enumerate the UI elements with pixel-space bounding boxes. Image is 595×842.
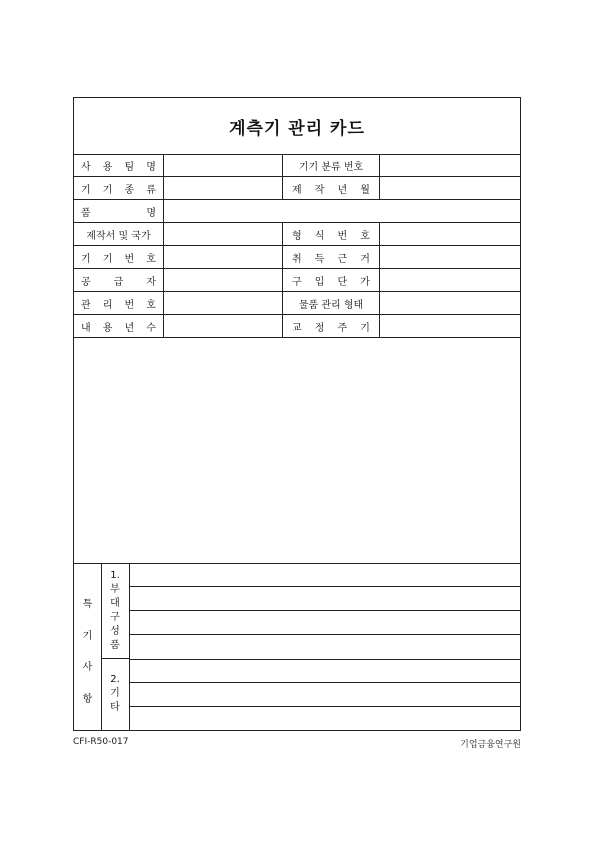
equipment-management-card [73, 97, 521, 731]
label-purchase-price [283, 269, 380, 291]
label-char: 품 [81, 207, 91, 219]
label-char: 1. [110, 570, 120, 581]
label-char: 특 [82, 599, 93, 610]
label-char: 명 [146, 161, 156, 173]
section-other-label [101, 659, 130, 730]
note-line[interactable] [130, 706, 520, 707]
label-char: 류 [146, 184, 156, 196]
label-char: 호 [360, 230, 370, 242]
label-text: 물품 관리 형태 [298, 299, 364, 311]
label-char: 타 [110, 702, 120, 713]
special-notes-section [74, 563, 520, 730]
label-char: 식 [314, 230, 325, 242]
label-char: 품 [110, 640, 120, 651]
label-char: 단 [337, 276, 348, 288]
label-acquisition-basis [283, 246, 380, 268]
label-char: 호 [146, 299, 156, 311]
note-line[interactable] [130, 610, 520, 611]
label-char: 성 [110, 626, 120, 637]
label-manufacture-date [283, 177, 380, 199]
notes-lines [130, 563, 520, 730]
label-char: 작 [314, 184, 325, 196]
label-char: 교 [292, 322, 302, 334]
label-char: 번 [124, 299, 135, 311]
label-char: 사 [82, 662, 93, 673]
label-char: 기 [110, 688, 120, 699]
label-char: 년 [337, 184, 348, 196]
label-char: 팀 [124, 161, 135, 173]
label-char: 공 [81, 276, 91, 288]
label-supplier [74, 269, 164, 291]
value-item-name[interactable] [164, 200, 520, 222]
note-line[interactable] [130, 634, 520, 635]
note-line[interactable] [130, 586, 520, 587]
label-char: 용 [102, 322, 113, 334]
table-row [74, 269, 520, 292]
label-char: 기 [81, 253, 91, 265]
label-char: 근 [337, 253, 348, 265]
section-accessories-label [101, 563, 130, 659]
label-char: 기 [360, 322, 370, 334]
label-char: 월 [360, 184, 370, 196]
label-equipment-type [74, 177, 164, 199]
value-manufacturer-country[interactable] [164, 223, 283, 245]
label-char: 기 [102, 253, 113, 265]
label-char: 리 [102, 299, 113, 311]
label-char: 수 [146, 322, 156, 334]
label-char: 호 [146, 253, 156, 265]
note-line[interactable] [130, 682, 520, 683]
value-team-name[interactable] [164, 154, 283, 176]
label-text: 기기 분류 번호 [298, 161, 364, 173]
table-row [74, 292, 520, 315]
value-acquisition-basis[interactable] [380, 246, 520, 268]
title-box [74, 98, 520, 155]
value-management-number[interactable] [164, 292, 283, 314]
label-team-name [74, 154, 164, 176]
label-char: 거 [360, 253, 370, 265]
label-char: 용 [102, 161, 113, 173]
value-equipment-number[interactable] [164, 246, 283, 268]
value-asset-management-type[interactable] [380, 292, 520, 314]
note-line[interactable] [130, 659, 520, 660]
value-purchase-price[interactable] [380, 269, 520, 291]
value-manufacture-date[interactable] [380, 177, 520, 199]
value-equipment-type[interactable] [164, 177, 283, 199]
page-title: 계측기 관리 카드 [229, 118, 365, 139]
label-char: 대 [110, 598, 120, 609]
table-row [74, 246, 520, 269]
label-char: 내 [81, 322, 91, 334]
table-row [74, 154, 520, 177]
label-char: 기 [82, 631, 93, 642]
label-equipment-number [74, 246, 164, 268]
label-manufacturer-country [74, 223, 164, 245]
label-char: 2. [110, 674, 120, 685]
label-char: 가 [360, 276, 370, 288]
label-char: 급 [113, 276, 124, 288]
value-supplier[interactable] [164, 269, 283, 291]
label-char: 취 [292, 253, 302, 265]
label-char: 구 [292, 276, 302, 288]
label-char: 주 [337, 322, 348, 334]
organization-name: 기업금융연구원 [460, 740, 521, 750]
label-char: 관 [81, 299, 91, 311]
label-char: 형 [292, 230, 302, 242]
label-char: 정 [314, 322, 325, 334]
label-char: 년 [124, 322, 135, 334]
label-char: 번 [124, 253, 135, 265]
label-item-name [74, 200, 164, 222]
free-content-area[interactable] [74, 330, 520, 564]
label-char: 제 [292, 184, 302, 196]
label-char: 항 [82, 694, 93, 705]
label-char: 사 [81, 161, 91, 173]
label-model-number [283, 223, 380, 245]
label-management-number [74, 292, 164, 314]
value-model-number[interactable] [380, 223, 520, 245]
table-row [74, 177, 520, 200]
label-char: 득 [314, 253, 325, 265]
table-row [74, 200, 520, 223]
value-classification-number[interactable] [380, 154, 520, 176]
info-table [74, 154, 520, 338]
label-classification-number [283, 154, 380, 176]
form-code: CFI-R50-017 [73, 737, 129, 747]
label-text: 제작서 및 국가 [86, 230, 151, 242]
label-asset-management-type [283, 292, 380, 314]
label-char: 명 [146, 207, 156, 219]
table-row [74, 223, 520, 246]
label-char: 자 [146, 276, 156, 288]
label-char: 기 [102, 184, 113, 196]
label-char: 구 [110, 612, 120, 623]
label-char: 기 [81, 184, 91, 196]
label-char: 부 [110, 584, 120, 595]
label-char: 입 [314, 276, 325, 288]
label-char: 종 [124, 184, 135, 196]
label-char: 번 [337, 230, 348, 242]
special-notes-label [74, 563, 102, 730]
